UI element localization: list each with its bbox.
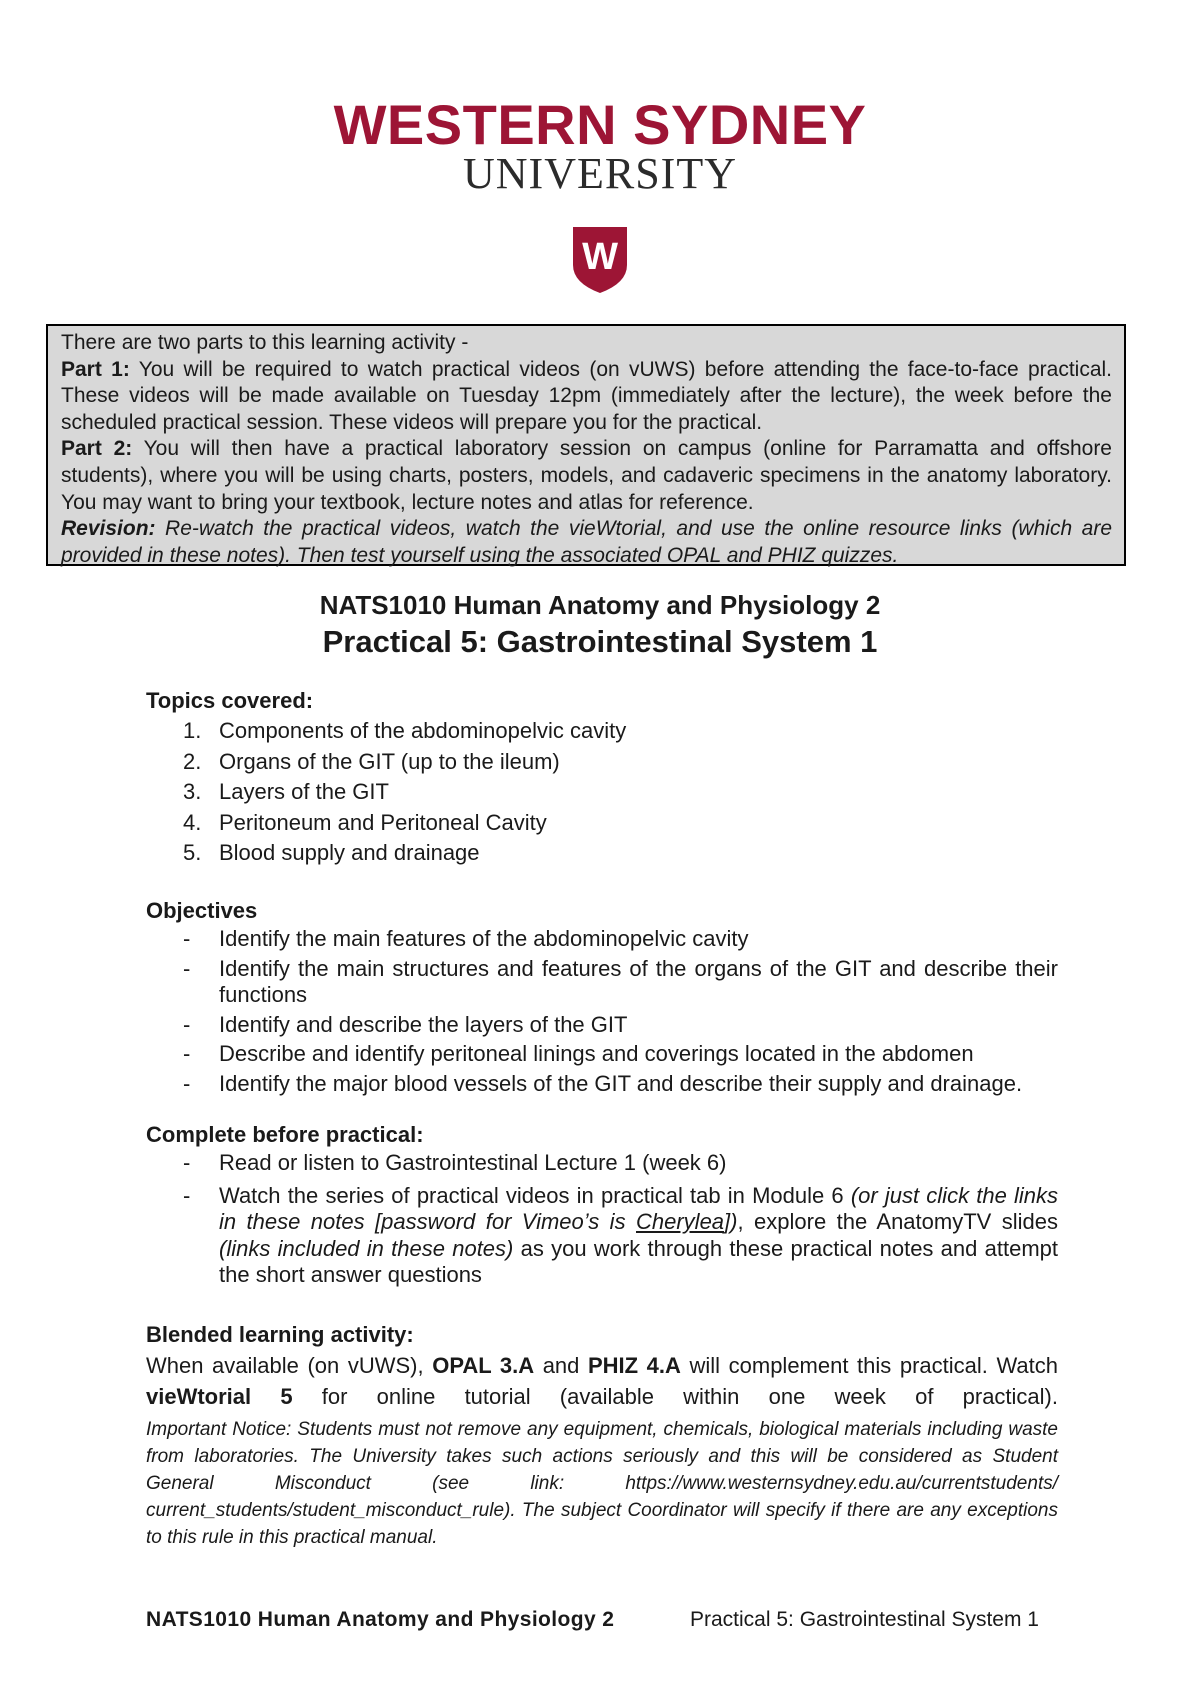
objectives-heading: Objectives — [146, 898, 258, 923]
list-number: 4. — [183, 809, 202, 835]
before-practical-section — [146, 1120, 1058, 1289]
footer-practical: Practical 5: Gastrointestinal System 1 — [690, 1608, 1039, 1631]
part2-text: You will then have a practical laboratory session on campus (online for Parramatta and offshore students), where you will be using charts, posters, models, and cadaveric specimens in the anatomy laboratory. You may want to bring your textbook, lecture notes and atlas for reference. — [61, 437, 1112, 514]
list-item — [146, 716, 1058, 747]
topics-list — [146, 716, 1058, 869]
revision-text: Re-watch the practical videos, watch the vieWtorial, and use the online resource links (which are provided in these notes). Then test yourself using the associated OPAL and PHIZ quizzes. — [61, 517, 1112, 567]
topics-heading: Topics covered: — [146, 688, 314, 713]
university-shield-icon — [571, 225, 629, 295]
learning-activity-box — [46, 324, 1126, 566]
list-item: - Identify the main structures and features of the organs of the GIT and describe their functions — [183, 955, 1058, 1007]
list-item — [146, 838, 1058, 869]
links-note: (links included in these notes) — [219, 1235, 514, 1261]
info-part1 — [61, 357, 1112, 437]
vimeo-password-close: ]) — [724, 1209, 738, 1234]
list-text: Identify the major blood vessels of the GIT and describe their supply and drainage. — [219, 1070, 1023, 1096]
part2-label: Part 2: — [61, 437, 133, 461]
blended-text-part: for online tutorial (available within one week of practical). — [292, 1384, 1058, 1409]
vimeo-password: Cherylea — [636, 1209, 725, 1234]
list-text: Components of the abdominopelvic cavity — [219, 718, 627, 743]
phiz-quiz: PHIZ 4.A — [587, 1353, 681, 1378]
objectives-section — [146, 896, 1058, 1097]
list-text: Identify the main features of the abdominopelvic cavity — [219, 926, 749, 951]
list-text: Identify and describe the layers of the GIT — [219, 1011, 628, 1037]
list-number: 1. — [183, 718, 202, 743]
blended-text-part: When available (on vUWS), — [146, 1353, 433, 1378]
blended-heading: Blended learning activity: — [146, 1322, 414, 1347]
objectives-list — [146, 926, 1058, 1097]
list-item: - Describe and identify peritoneal linings and coverings located in the abdomen — [183, 1041, 974, 1066]
topics-section — [146, 686, 1058, 869]
list-text: , explore the AnatomyTV slides — [737, 1209, 1059, 1234]
part1-label: Part 1: — [61, 357, 130, 381]
before-heading: Complete before practical: — [146, 1122, 424, 1147]
shield-letter: W — [582, 236, 618, 278]
list-item: - Identify the main features of the abdominopelvic cavity — [183, 926, 749, 951]
list-text: Blood supply and drainage — [219, 840, 480, 865]
list-text: Organs of the GIT (up to the ileum) — [219, 748, 560, 774]
list-text: Layers of the GIT — [219, 779, 389, 804]
info-intro: There are two parts to this learning activity - — [61, 331, 469, 354]
list-item — [146, 808, 1058, 839]
info-revision — [61, 516, 1112, 569]
course-title: NATS1010 Human Anatomy and Physiology 2 — [319, 590, 881, 620]
before-list — [146, 1150, 1058, 1289]
footer-course: NATS1010 Human Anatomy and Physiology 2 — [146, 1608, 615, 1631]
list-text: Peritoneum and Peritoneal Cavity — [219, 809, 547, 835]
blended-text — [146, 1350, 1058, 1412]
list-number: 2. — [183, 748, 202, 774]
list-text: Identify the main structures and features of the organs of the GIT and describe their functions — [219, 955, 1058, 1007]
list-text: Read or listen to Gastrointestinal Lecture 1 (week 6) — [219, 1150, 727, 1175]
info-part2 — [61, 436, 1112, 516]
list-item — [146, 747, 1058, 778]
list-item: - Identify and describe the layers of the GIT — [183, 1011, 628, 1037]
blended-learning-section — [146, 1320, 1058, 1551]
part1-text: You will be required to watch practical videos (on vUWS) before attending the face-to-face practical. These videos will be made available on Tuesday 12pm (immediately after the lecture), the week before the scheduled practical session. These videos will prepare you for the practical. — [61, 357, 1112, 434]
university-logo-line2: UNIVERSITY — [463, 149, 737, 198]
viewtorial: vieWtorial 5 — [146, 1384, 293, 1409]
list-item: - Watch the series of practical videos in practical tab in Module 6 (or just click the links in these notes [password for Vimeo’s is Cherylea]), explore the AnatomyTV slides (links included in these notes) as you work through these practical notes and attempt the short answer questions — [183, 1182, 1059, 1287]
blended-text-part: will complement this practical. Watch — [680, 1353, 1058, 1378]
list-text: as you work through these practical notes and attempt the short answer questions — [219, 1235, 1058, 1287]
list-number: 5. — [183, 840, 202, 865]
blended-text-part: and — [534, 1353, 588, 1378]
list-number: 3. — [183, 779, 202, 804]
list-text: Describe and identify peritoneal linings and coverings located in the abdomen — [219, 1041, 974, 1066]
vimeo-password-note: (or just click the links in these notes [password for Vimeo’s is — [219, 1182, 1058, 1234]
list-item: - Read or listen to Gastrointestinal Lecture 1 (week 6) — [183, 1150, 727, 1175]
important-notice: Important Notice: Students must not remove any equipment, chemicals, biological materials including waste from laboratories. The University takes such actions seriously and this will be considered as Student General Misconduct (see link: https://www.westernsydney.edu.au/currentstudents/ current_students/student_misconduct_rule). The subject Coordinator will specify if there are any exceptions to this rule in this practical manual. — [146, 1419, 1058, 1548]
list-item — [146, 777, 1058, 808]
list-text: Watch the series of practical videos in practical tab in Module 6 — [219, 1182, 851, 1208]
practical-title: Practical 5: Gastrointestinal System 1 — [322, 624, 878, 659]
revision-label: Revision: — [61, 517, 156, 541]
opal-quiz: OPAL 3.A — [432, 1353, 535, 1378]
university-logo-line1: WESTERN SYDNEY — [333, 93, 867, 156]
list-item: - Identify the major blood vessels of the GIT and describe their supply and drainage. — [183, 1070, 1023, 1096]
